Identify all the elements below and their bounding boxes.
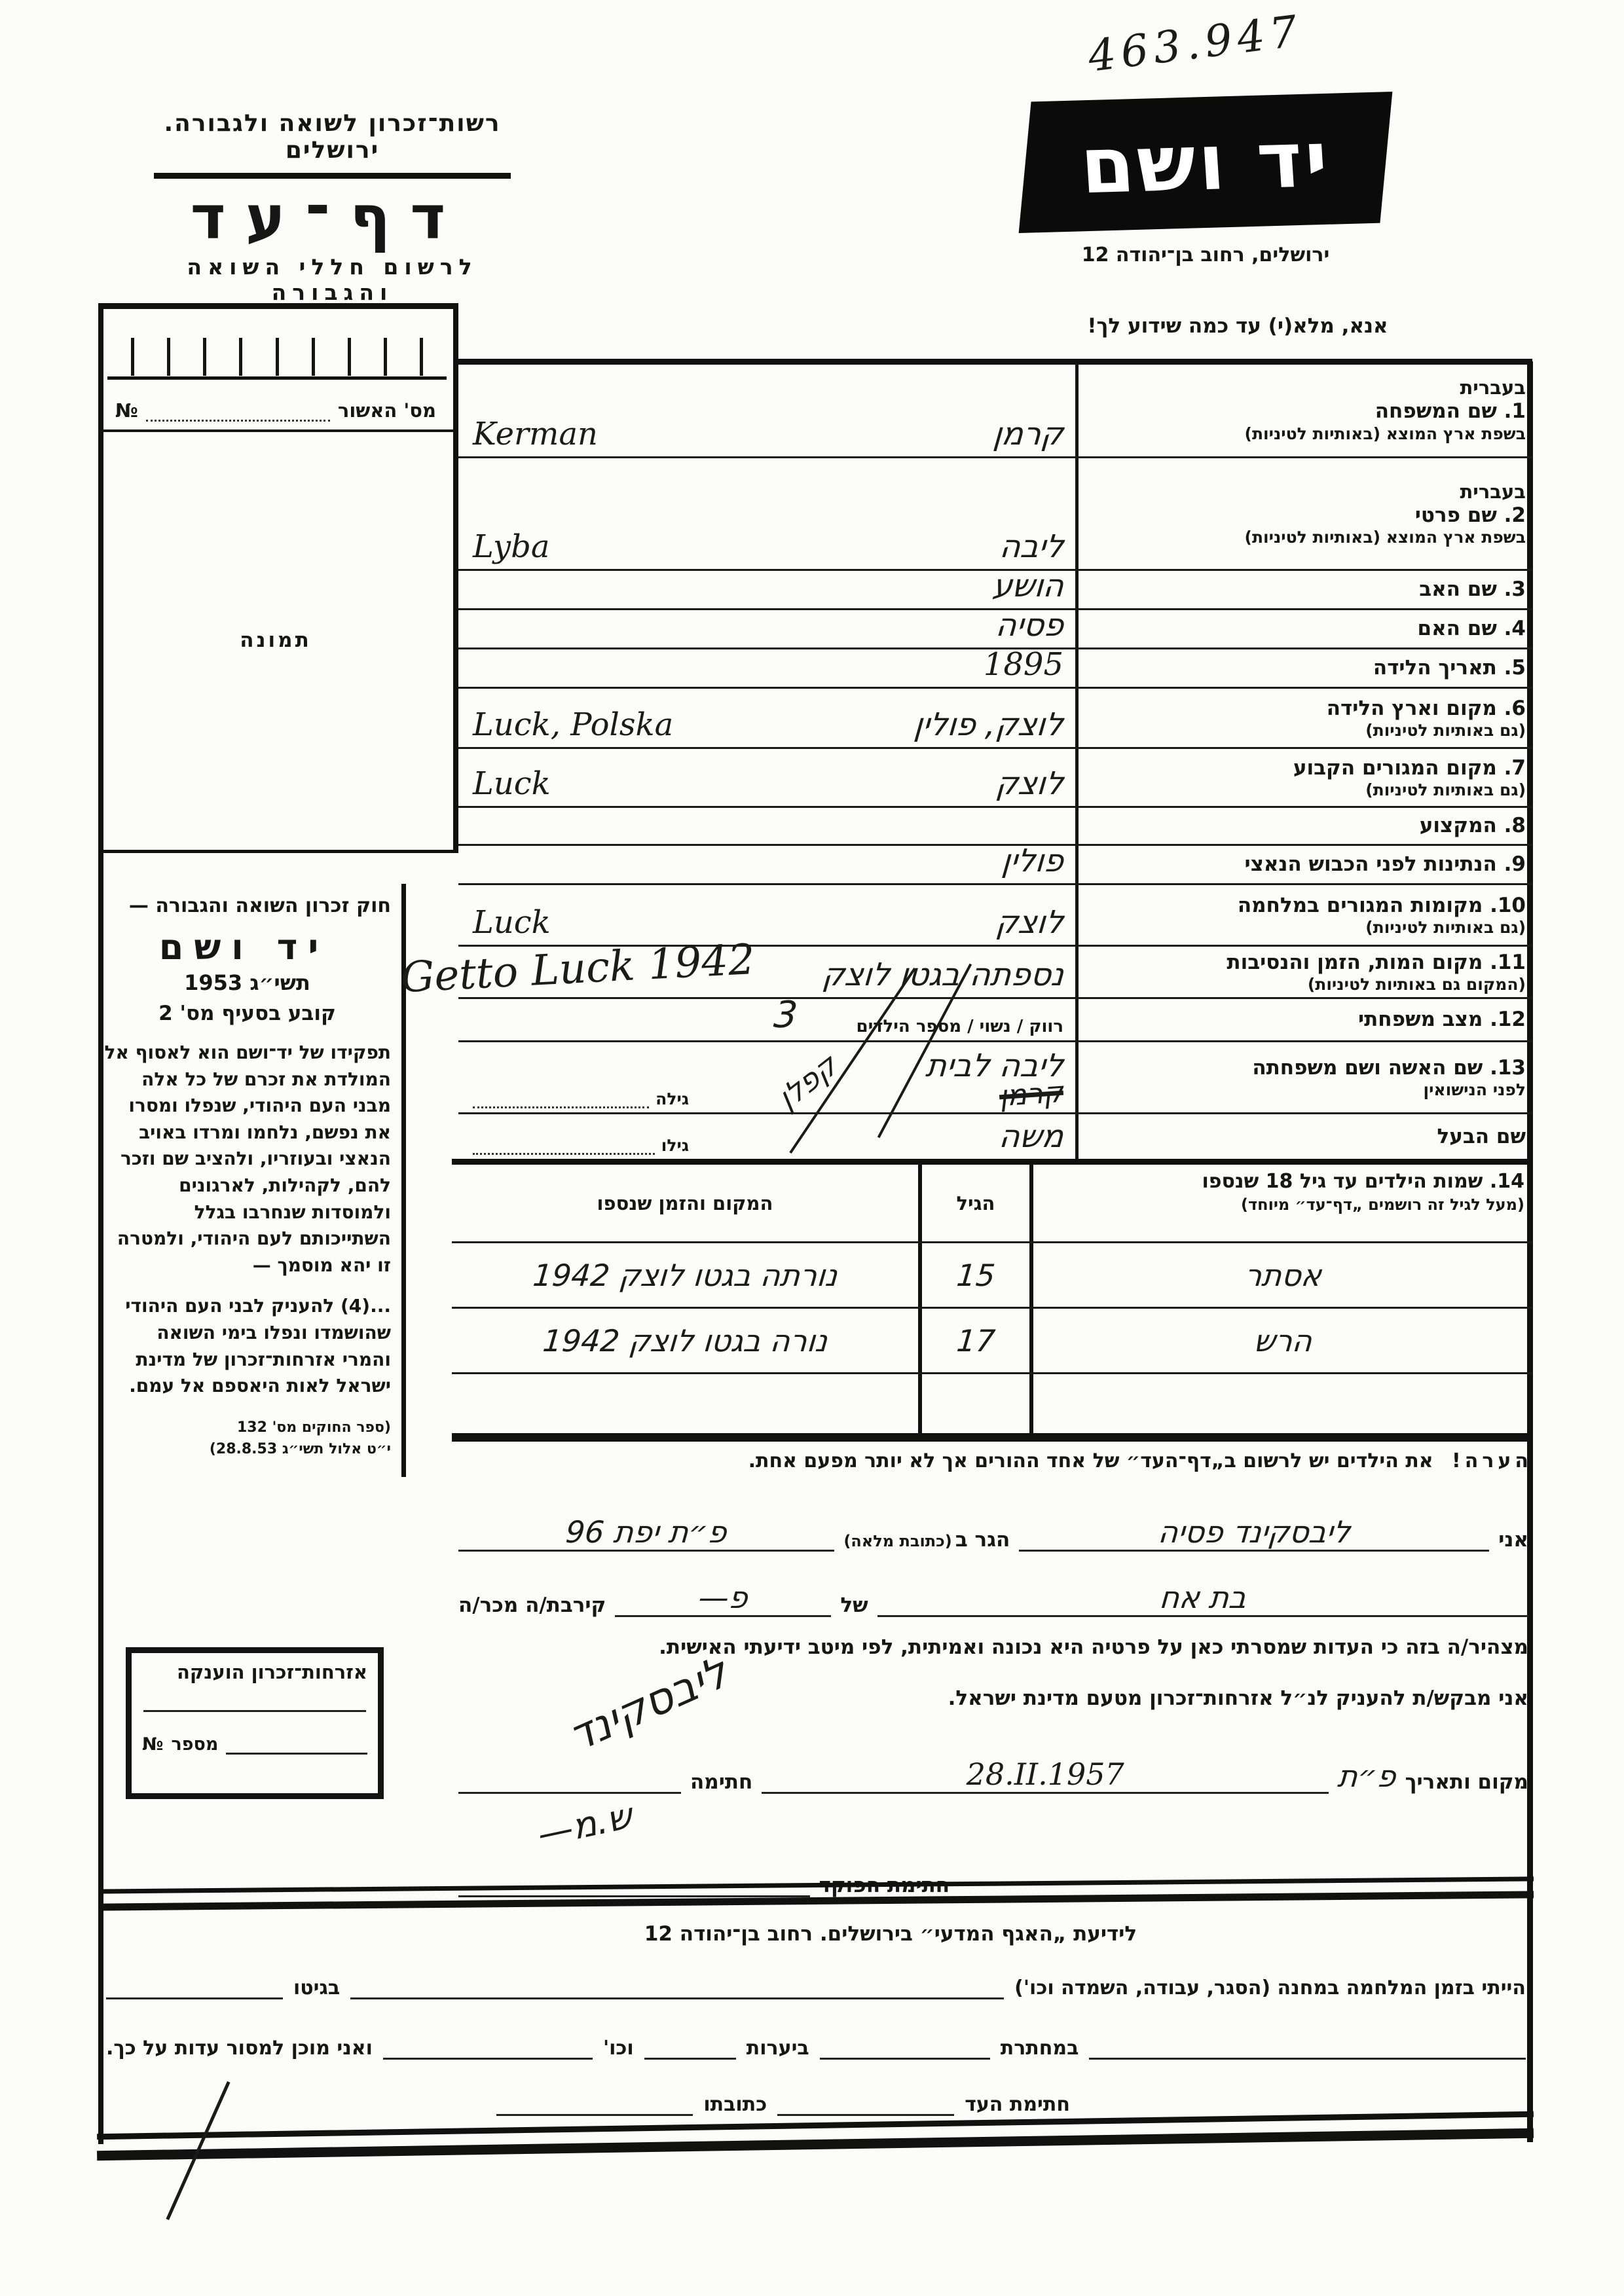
marital-options-printed: רווק / נשוי / מספר הילדים: [856, 1017, 1063, 1036]
label-her-age: גילה: [655, 1089, 689, 1108]
child-name-handwriting: הרש: [1252, 1322, 1314, 1358]
approval-number-label: מס' האשור: [337, 399, 436, 422]
label-resident-text: הגר ב: [955, 1528, 1010, 1552]
stamp-title: אזרחות־זכרון הוענקה: [176, 1661, 367, 1683]
surname-latin-handwriting: Kerman: [473, 416, 598, 452]
wartime-residence-latin-handwriting: Luck: [473, 904, 551, 941]
label-etc: וכו': [602, 2037, 634, 2060]
law-sidebar: [98, 884, 406, 1477]
field-row-wartime-residence: [458, 885, 1532, 947]
husband-age-group: [473, 1133, 689, 1155]
yad-vashem-logo-text: יד ושם: [1078, 113, 1333, 211]
his-age-blank: [473, 1133, 655, 1155]
children-header-age: הגיל: [918, 1165, 1033, 1241]
relationship-blank: [877, 1580, 1528, 1617]
field-label-birthdate: [1075, 649, 1532, 687]
stamp-number-label: מספר: [171, 1734, 219, 1755]
field-label-mother: [1075, 610, 1532, 647]
field-label-death-place: [1075, 947, 1532, 997]
label-birthplace: 6. מקום וארץ הלידה: [1326, 696, 1526, 720]
fill-instruction: אנא, מלא(י) עד כמה שידוע לך!: [1087, 314, 1388, 338]
children-note: [452, 1449, 1532, 1472]
value-firstname: [458, 458, 1075, 569]
value-husband: [458, 1114, 1075, 1159]
label-citizenship: 9. הנתינות לפני הכבוש הנאצי: [1244, 852, 1526, 877]
field-label-wife-name: [1075, 1042, 1532, 1112]
value-father: [458, 568, 1075, 608]
form-title: דף־עד: [190, 183, 466, 253]
law-reference-line1: (ספר החוקים מס' 132: [236, 1419, 391, 1436]
scientific-branch-info: לידיעת „האגף המדעי״ בירושלים. רחוב בן־יהודה 12: [644, 1922, 1137, 1946]
perforation-ticks: [107, 329, 447, 380]
label-full-address: (כתובת מלאה): [843, 1532, 952, 1550]
stamp-number-blank: [226, 1738, 367, 1755]
witness-camp-row: [106, 1959, 1526, 1999]
birthplace-hebrew-handwriting: לוצק, פולין: [912, 706, 1065, 743]
residence-hebrew-handwriting: לוצק: [994, 765, 1065, 802]
label-of: של: [840, 1594, 868, 1617]
clerk-signature-handwriting: ש.מ—: [534, 1795, 637, 1855]
label-firstname-latin: בשפת ארץ המוצא (באותיות לטיניות): [1244, 528, 1526, 547]
law-yad-vashem: יד ושם: [158, 926, 329, 968]
label-place-and-date: מקום ותאריך: [1405, 1770, 1528, 1794]
value-citizenship: [458, 843, 1075, 883]
label-witness-address: כתובתו: [703, 2093, 767, 2116]
field-label-husband: [1075, 1114, 1532, 1159]
field-row-wife-name: [458, 1042, 1532, 1117]
declarant-address-blank: [458, 1514, 834, 1552]
label-underground: במחתרת: [1000, 2037, 1079, 2060]
note-text: את הילדים יש לרשום ב„דף־העד״ של אחד ההורים אך לא יותר מפעם אחת.: [748, 1449, 1433, 1472]
value-profession: [458, 808, 1075, 844]
label-mother: 4. שם האם: [1417, 617, 1526, 641]
label-residence-latin: (גם באותיות לטיניות): [1365, 780, 1526, 800]
declarant-address-handwriting: פ״ת יפת 96: [564, 1514, 729, 1550]
stamp-numero-sign: №: [142, 1734, 164, 1755]
law-reference-line2: י״ט אלול תשי״ג 28.8.53): [209, 1440, 391, 1457]
field-row-profession: [458, 808, 1532, 846]
child-row: [452, 1243, 1532, 1309]
value-wife-name: [458, 1042, 1075, 1117]
field-row-husband: [458, 1114, 1532, 1159]
numero-sign: №: [115, 399, 138, 422]
clerk-signature-row: [458, 1857, 950, 1897]
form-header: [154, 110, 511, 305]
label-surname: 1. שם המשפחה: [1375, 399, 1526, 424]
value-marital-status: [458, 994, 1075, 1040]
field-row-death-place: [399, 935, 1532, 1003]
child-age-handwriting: 17: [955, 1322, 997, 1358]
org-address: ירושלים, רחוב בן־יהודה 12: [1081, 244, 1330, 266]
husband-name-handwriting: משה: [997, 1118, 1065, 1155]
value-mother: [458, 607, 1075, 647]
relationship-handwriting: בת אח: [1158, 1580, 1248, 1615]
field-label-father: [1075, 571, 1532, 608]
death-place-latin-handwriting: Getto Luck 1942: [399, 935, 756, 1003]
label-witness-signature: חתימת העד: [965, 2093, 1070, 2116]
label-marital-status: 12. מצב משפחתי: [1357, 1008, 1526, 1032]
label-i: אני: [1498, 1528, 1528, 1552]
wife-name-handwriting-group: [924, 1047, 1065, 1114]
label-forests: ביערות: [746, 2037, 809, 2060]
label-in-hebrew: בעברית: [1460, 376, 1526, 399]
label-death-place: 11. מקום המות, הזמן והנסיבות: [1227, 950, 1526, 974]
witness-signature-row: [106, 2075, 1526, 2116]
place-handwriting: פ״ת: [1336, 1758, 1397, 1794]
child-place-handwriting: נורתה בגטו לוצק 1942: [531, 1257, 839, 1293]
date-handwriting: 28.II.1957: [966, 1757, 1124, 1792]
her-age-blank: [473, 1086, 649, 1108]
birthplace-latin-handwriting: Luck, Polska: [473, 706, 674, 743]
label-surname-latin: בשפת ארץ המוצא (באותיות לטיניות): [1244, 424, 1526, 443]
submitter-signature-handwriting: ליבסקינד: [561, 1647, 736, 1762]
law-body-text: תפקידו של יד־ושם הוא לאסוף אל המולדת את זכרם של כל אלה מבני העם היהודי, שנפלו ומסרו את נפשם, נלחמו ומרדו באויב הנאצי ובעוזריו, ולהציב שם וזכר להם, לקהילות, לארגונים ולמוסדות שנחרבו בגלל השתייכותם לעם היהודי, ולמטרה זו יהא מוסמך —: [104, 1042, 391, 1276]
underground-blank: [820, 2053, 990, 2060]
birthdate-handwriting: 1895: [983, 646, 1063, 683]
firstname-latin-handwriting: Lyba: [473, 528, 550, 565]
field-label-profession: [1075, 808, 1532, 844]
declarant-name-handwriting: ליבסקינד פסיה: [1156, 1514, 1352, 1550]
wife-name-handwriting: ליבה לבית: [924, 1047, 1065, 1084]
label-resident: [843, 1528, 1010, 1552]
field-label-wartime-residence: [1075, 885, 1532, 945]
witness-underground-row: [106, 2019, 1526, 2060]
clerk-signature-blank: [458, 1891, 810, 1897]
witness-signature-blank: [777, 2109, 954, 2116]
child-age-handwriting: 15: [955, 1257, 997, 1293]
leading-blank: [1089, 2053, 1526, 2060]
label-in-hebrew: בעברית: [1460, 480, 1526, 503]
field-row-mother: [458, 607, 1532, 649]
field-row-father: [458, 568, 1532, 610]
label-signature: חתימה: [690, 1770, 753, 1794]
field-row-marital-status: [458, 994, 1532, 1042]
label-wartime-residence: 10. מקומות המגורים במלחמה: [1237, 893, 1526, 917]
field-label-marital-status: [1075, 999, 1532, 1040]
field-label-birthplace: [1075, 689, 1532, 747]
witness-address-blank: [496, 2109, 693, 2116]
wartime-residence-hebrew-handwriting: לוצק: [994, 904, 1065, 941]
field-row-birthdate: [458, 646, 1532, 689]
label-firstname: 2. שם פרטי: [1414, 503, 1526, 527]
residence-latin-handwriting: Luck: [473, 765, 551, 802]
law-reference: [103, 1417, 391, 1460]
photo-label: תמונה: [240, 629, 312, 652]
label-birthdate: 5. תאריך הלידה: [1373, 656, 1526, 680]
firstname-hebrew-handwriting: ליבה: [998, 528, 1065, 565]
yad-vashem-logo: [1019, 92, 1393, 233]
surname-hebrew-handwriting: קרמן: [991, 416, 1065, 452]
children-table: [452, 1159, 1532, 1442]
value-birthplace: [458, 689, 1075, 747]
etc-blank: [383, 2053, 593, 2060]
label-wife-name-before-marriage: לפני הנישואין: [1423, 1080, 1526, 1100]
value-birthdate: [458, 646, 1075, 687]
law-clause-4: ...(4) להעניק לבני העם היהודי שהושמדו ונפלו בימי השואה והמרי אזרחות־זכרון של מדינת ישראל לאות היאספם אל עמם.: [125, 1295, 391, 1397]
value-surname: [458, 363, 1075, 456]
organization-line: רשות־זכרון לשואה ולגבורה. ירושלים: [154, 110, 511, 179]
child-place-handwriting: נורה בגטו לוצק 1942: [541, 1322, 829, 1358]
label-profession: 8. המקצוע: [1419, 814, 1526, 838]
field-row-surname: [458, 363, 1532, 458]
label-ghetto: בגיטו: [293, 1977, 341, 1999]
value-death-place: [399, 935, 1075, 1003]
date-blank: [762, 1757, 1329, 1794]
label-father: 3. שם האב: [1419, 577, 1526, 602]
mother-name-handwriting: פסיה: [994, 607, 1065, 644]
ghetto-blank: [106, 1993, 283, 1999]
field-label-firstname: [1075, 458, 1532, 569]
wife-name-crossed-out: קרמן: [998, 1075, 1065, 1114]
declaration-statement: מצהיר/ה בזה כי העדות שמסרתי כאן על פרטיה היא נכונה ואמיתית, לפי מיטב ידיעתי האישית.: [659, 1635, 1528, 1659]
citizenship-handwriting: פולין: [1000, 843, 1065, 879]
law-intro: חוק זכרון השואה והגבורה —: [128, 894, 391, 917]
field-row-birthplace: [458, 689, 1532, 749]
field-row-residence: [458, 749, 1532, 808]
declarant-name-blank: [1019, 1514, 1489, 1552]
stamp-number-row: [142, 1734, 367, 1755]
label-wife-name: 13. שם האשה ושם משפחתה: [1252, 1055, 1526, 1080]
law-year: תשי״ג 1953: [184, 970, 310, 995]
label-residence: 7. מקום המגורים הקבוע: [1293, 756, 1526, 780]
field-row-citizenship: [458, 843, 1532, 885]
label-kinship: קירבת/ה מכר/ה: [458, 1594, 606, 1617]
camp-blank: [350, 1993, 1004, 1999]
death-place-hebrew-handwriting: נספתה בגטו לוצק: [821, 957, 1065, 993]
label-husband: שם הבעל: [1437, 1124, 1526, 1148]
children-count-handwriting: 3: [772, 994, 800, 1036]
children-header-names: [1033, 1165, 1532, 1241]
field-label-surname: [1075, 363, 1532, 456]
field-row-firstname: [458, 458, 1532, 571]
fields-section: [399, 363, 1532, 1159]
approval-number-blank: [146, 402, 330, 422]
declarant-identity-row: [458, 1496, 1528, 1552]
forests-blank: [644, 2053, 736, 2060]
children-header-subtitle: (מעל לגיל זה רושמים „דף־עד״ מיוחד): [1241, 1195, 1524, 1214]
wife-age-group: [473, 1086, 689, 1108]
label-his-age: גילו: [661, 1136, 689, 1155]
children-table-header: [452, 1165, 1532, 1243]
value-wartime-residence: [458, 885, 1075, 945]
label-wartime-residence-latin: (גם באותיות לטיניות): [1365, 918, 1526, 938]
of-whom-handwriting: פ—: [697, 1580, 750, 1615]
child-name-handwriting: אסתר: [1243, 1257, 1323, 1293]
citizenship-request: אני מבקש/ת להעניק לנ״ל אזרחות־זכרון מטעם מדינת ישראל.: [948, 1686, 1528, 1710]
label-wartime-camp: הייתי בזמן המלחמה במחנה (הסגר, עבודה, השמדה וכו'): [1014, 1977, 1526, 1999]
of-whom-blank: [615, 1580, 831, 1617]
label-ready-to-testify: ואני מוכן למסור עדות על כך.: [106, 2037, 373, 2060]
field-label-residence: [1075, 749, 1532, 806]
form-subtitle: לרשום חללי השואה והגבורה: [187, 254, 478, 305]
approval-number-row: [98, 380, 453, 432]
citizenship-stamp-box: [126, 1647, 384, 1799]
child-row: [452, 1309, 1532, 1374]
photo-box: [98, 303, 458, 853]
label-birthplace-latin: (גם באותיות לטיניות): [1365, 721, 1526, 740]
children-header-place: המקום והזמן שנספו: [597, 1192, 773, 1214]
stamp-blank-line: [143, 1683, 366, 1712]
archive-number-handwritten: 463.947: [1085, 5, 1306, 82]
maiden-name-handwriting: קפלן: [771, 1046, 843, 1117]
value-residence: [458, 749, 1075, 806]
kinship-row: [458, 1565, 1528, 1617]
field-label-citizenship: [1075, 846, 1532, 883]
child-row-empty: [452, 1374, 1532, 1433]
law-section: קובע בסעיף מס' 2: [158, 1002, 336, 1025]
note-title: הערה!: [1452, 1449, 1532, 1472]
father-name-handwriting: הושע: [991, 568, 1065, 604]
label-death-place-latin: (המקום גם באותיות לטיניות): [1307, 975, 1526, 994]
children-header-title: 14. שמות הילדים עד גיל 18 שנספו: [1202, 1170, 1524, 1193]
